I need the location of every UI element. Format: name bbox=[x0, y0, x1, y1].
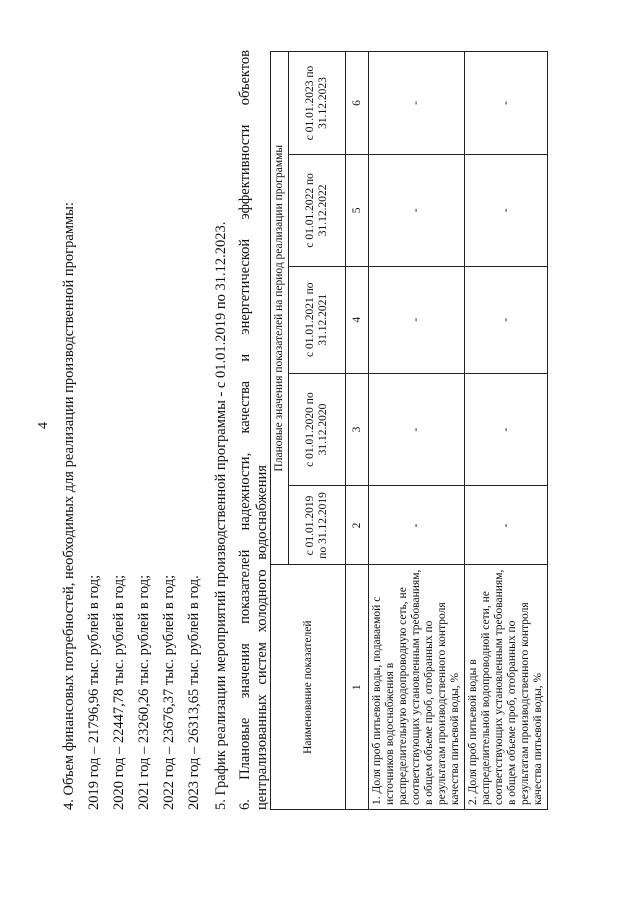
section6-heading: 6. Плановые значения показателей надежности, качества и энергетической эффективности объектов централизованных систем холодного водоснабжения bbox=[237, 50, 270, 810]
column-number: 6 bbox=[346, 52, 369, 155]
section4-heading: 4. Объем финансовых потребностей, необходимых для реализации производственной программы: bbox=[61, 202, 77, 810]
funding-2019: 2019 год – 21796,96 тыс. рублей в год; bbox=[86, 574, 102, 810]
table-row bbox=[369, 52, 465, 810]
table-row bbox=[465, 52, 548, 810]
indicator-value: - bbox=[465, 486, 548, 565]
period-2022: с 01.01.2022 по 31.12.2022 bbox=[289, 154, 346, 266]
funding-2022: 2022 год – 23676,37 тыс. рублей в год; bbox=[161, 574, 177, 810]
indicator-value: - bbox=[369, 154, 465, 266]
funding-2023: 2023 год – 26313,65 тыс. рублей в год. bbox=[186, 575, 202, 810]
period-2019: с 01.01.2019 по 31.12.2019 bbox=[289, 486, 346, 565]
column-number: 5 bbox=[346, 154, 369, 266]
indicator-value: - bbox=[465, 154, 548, 266]
indicator-value: - bbox=[369, 373, 465, 486]
column-number: 4 bbox=[346, 266, 369, 373]
period-2020: с 01.01.2020 по 31.12.2020 bbox=[289, 373, 346, 486]
indicator-value: - bbox=[369, 266, 465, 373]
column-number: 1 bbox=[346, 565, 369, 810]
page-number: 4 bbox=[36, 422, 51, 429]
indicator-value: - bbox=[465, 266, 548, 373]
column-number: 3 bbox=[346, 373, 369, 486]
funding-2020: 2020 год – 22447,78 тыс. рублей в год; bbox=[111, 574, 127, 810]
indicator-value: - bbox=[369, 486, 465, 565]
section5-schedule: 5. График реализации мероприятий производственной программы - с 01.01.2019 по 31.12.2023. bbox=[213, 221, 229, 810]
indicator-value: - bbox=[369, 52, 465, 155]
table-header-row bbox=[271, 52, 289, 810]
indicator-value: - bbox=[465, 373, 548, 486]
indicator-name: 2. Доля проб питьевой воды в распределительной водопроводной сети, не соответствующих установленным требованиям, в общем объеме проб, отобранных по результатам производственного контроля качества питьевой воды, % bbox=[465, 565, 548, 810]
period-2023: с 01.01.2023 по 31.12.2023 bbox=[289, 52, 346, 155]
funding-2021: 2021 год – 23260,26 тыс. рублей в год; bbox=[136, 574, 152, 810]
name-column-header: Наименование показателей bbox=[271, 565, 346, 810]
column-number: 2 bbox=[346, 486, 369, 565]
indicator-value: - bbox=[465, 52, 548, 155]
indicator-name: 1. Доля проб питьевой воды, подаваемой с источников водоснабжения в распределительную водопроводную сеть, не соответствующих установленным требованиям, в общем объеме проб, отобранных по результатам производственного контроля качества питьевой воды, % bbox=[369, 565, 465, 810]
column-numbers-row bbox=[346, 52, 369, 810]
indicators-table bbox=[270, 51, 548, 810]
period-2021: с 01.01.2021 по 31.12.2021 bbox=[289, 266, 346, 373]
period-group-header: Плановые значения показателей на период реализации программы bbox=[271, 52, 289, 565]
